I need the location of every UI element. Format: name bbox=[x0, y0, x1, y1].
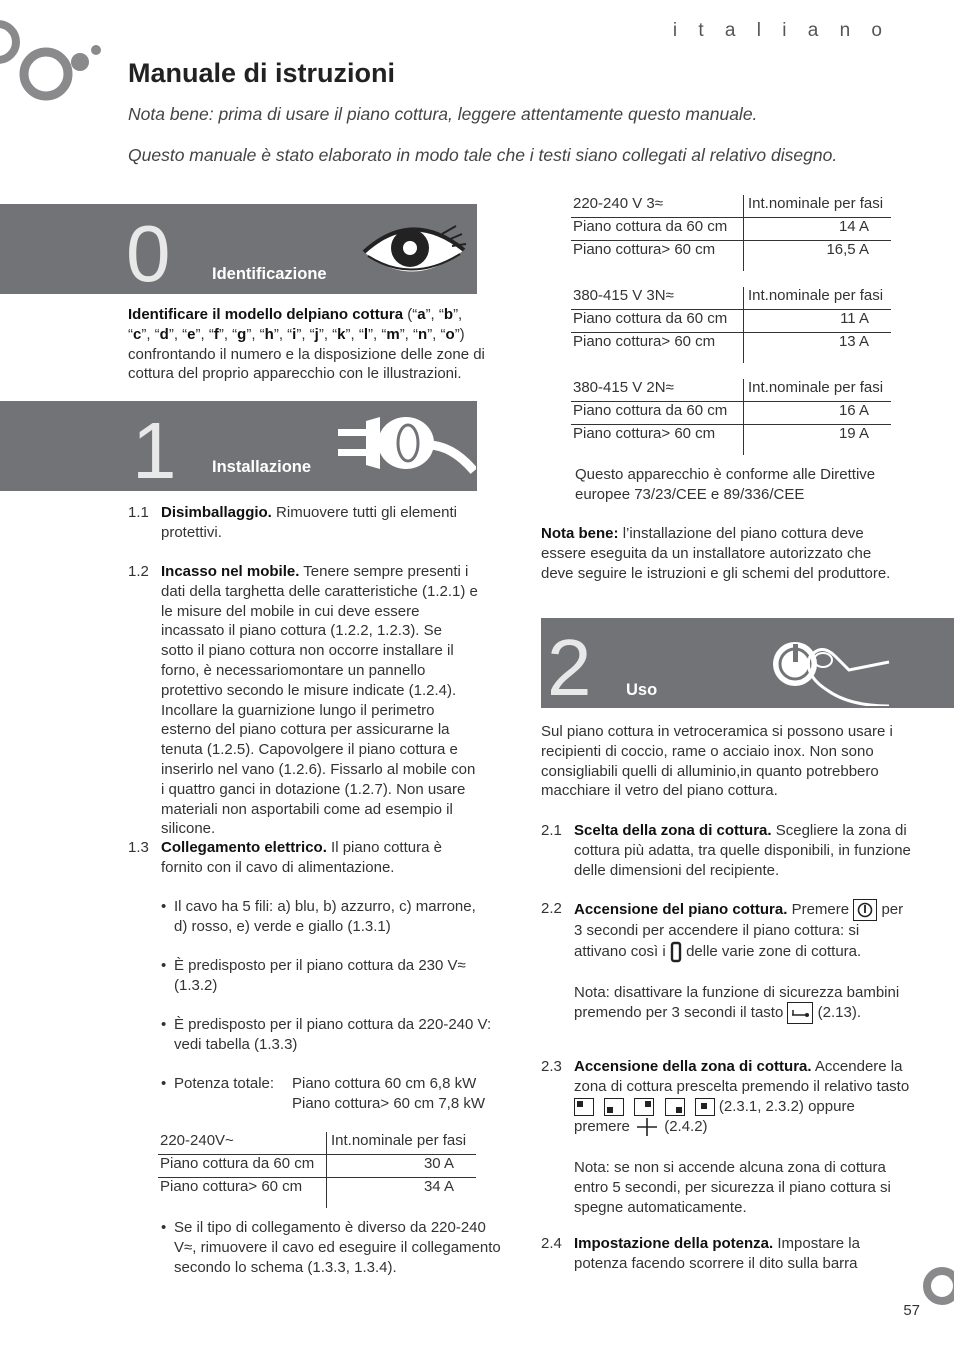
bullet-power: • Potenza totale: Piano cottura 60 cm 6,8 kW Piano cottura> 60 cm 7,8 kW bbox=[161, 1075, 486, 1112]
zero-display-icon bbox=[670, 941, 682, 963]
section-1-header bbox=[0, 401, 477, 495]
section-2-number: 2 bbox=[547, 623, 592, 712]
page-number: 57 bbox=[903, 1302, 920, 1319]
table-380-415v-2n: 380-415 V 2N≈ Int.nominale per fasi Piano cottura da 60 cm 16 A Piano cottura> 60 cm 19 A bbox=[571, 379, 891, 455]
finger-touch-icon bbox=[769, 630, 893, 706]
section-1-label: Installazione bbox=[212, 458, 312, 476]
item-2-1: 2.1 Scelta della zona di cottura. Scegliere la zona di cottura più adatta, tra quelle disponibili, in funzione delle dimensioni del recipiente. bbox=[541, 822, 911, 879]
item-1-2: 1.2 Incasso nel mobile. Tenere sempre presenti i dati della targhetta delle caratteristiche (1.2.1) e le misure del mobile in cui deve essere incassato il piano cottura (1.2.2, 1.2.3). Se sotto il piano cottura non occorre installare il forno, è necessariomontare un pannello protettivo secondo le misure indicate (1.2.4). Incollare la guarnizione lungo il perimetro esterno del piano cottura per assicurarne la tenuta (1.2.5). Capovolgere il piano cottura e inserirlo nel vano (1.2.6). Fissarlo al mobile con i quattro ganci in dotazione (1.2.7). Non usare materiali non asportabili come ad esempio il silicone. bbox=[128, 563, 478, 838]
conformity-text: Questo apparecchio è conforme alle Direttive europee 73/23/CEE e 89/336/CEE bbox=[575, 466, 876, 503]
section-0-header bbox=[0, 204, 477, 298]
table-380-415v-3n: 380-415 V 3N≈ Int.nominale per fasi Piano cottura da 60 cm 11 A Piano cottura> 60 cm 13 A bbox=[571, 287, 891, 363]
intro-note-1: Nota bene: prima di usare il piano cottura, leggere attentamente questo manuale. bbox=[128, 104, 758, 124]
bullet-220-240v: • È predisposto per il piano cottura da 220-240 V: vedi tabella (1.3.3) bbox=[161, 1016, 492, 1053]
zone-key-5-icon bbox=[695, 1098, 715, 1116]
power-key-icon bbox=[853, 899, 877, 921]
section-0-number: 0 bbox=[126, 209, 171, 298]
item-2-3: 2.3 Accensione della zona di cottura. Accendere la zona di cottura prescelta premendo il relativo tasto (2.3.1, 2.3.2) oppure premere (2.4.2) Nota: se non si accende alcuna zona di cottura entro 5 secondi, per sicurezza il piano cottura si spegne automaticamente. bbox=[541, 1058, 910, 1216]
page-title: Manuale di istruzioni bbox=[128, 58, 396, 88]
zone-key-4-icon bbox=[665, 1098, 685, 1116]
section-2-label: Uso bbox=[626, 681, 658, 699]
section-0-text-bold: Identificare il modello delpiano cottura bbox=[128, 306, 404, 323]
item-2-2: 2.2 Accensione del piano cottura. Premere per 3 secondi per accendere il piano cottura: si attivano così i delle varie zone di cottura. Nota: disattivare la funzione di sicurezza bambini premendo per 3 secondi il tasto (2.13). bbox=[541, 899, 911, 1024]
bullet-connection: • Se il tipo di collegamento è diverso da 220-240 V≈, rimuovere il cavo ed eseguire il collegamento secondo lo schema (1.3.3, 1.3.4). bbox=[161, 1219, 501, 1276]
section-1-number: 1 bbox=[132, 406, 177, 495]
table-220-240v-3: 220-240 V 3≈ Int.nominale per fasi Piano cottura da 60 cm 14 A Piano cottura> 60 cm 16,5 A bbox=[571, 195, 891, 271]
plug-icon bbox=[336, 415, 476, 481]
section-0-label: Identificazione bbox=[212, 265, 327, 283]
item-2-4: 2.4 Impostazione della potenza. Impostare la potenza facendo scorrere il dito sulla barra bbox=[541, 1235, 860, 1272]
eye-icon bbox=[360, 216, 472, 284]
child-lock-key-icon bbox=[787, 1002, 813, 1024]
decorative-circle bbox=[920, 1264, 954, 1308]
section-2-header bbox=[541, 618, 954, 712]
item-1-1: 1.1 Disimballaggio. Rimuovere tutti gli elementi protettivi. bbox=[128, 504, 457, 541]
plus-key-icon bbox=[634, 1116, 660, 1138]
brand-circles-logo bbox=[0, 20, 110, 102]
intro-note-2: Questo manuale è stato elaborato in modo tale che i testi siano collegati al relativo disegno. bbox=[128, 145, 838, 165]
section-0-text: Identificare il modello delpiano cottura (“a”, “b”, “c”, “d”, “e”, “f”, “g”, “h”, “i”, “j”, “k”, “l”, “m”, “n”, “o”) confrontando il numero e la disposizione delle zone di cottura del proprio apparecchio con le illustrazioni. bbox=[128, 306, 485, 383]
bullet-wires: • Il cavo ha 5 fili: a) blu, b) azzurro, c) marrone, d) rosso, e) verde e giallo (1.3.1) bbox=[161, 898, 476, 935]
zone-key-2-icon bbox=[604, 1098, 624, 1116]
table-220-240v: 220-240V~ Int.nominale per fasi Piano cottura da 60 cm 30 A Piano cottura> 60 cm 34 A bbox=[158, 1132, 476, 1208]
language-label: i t a l i a n o bbox=[672, 20, 890, 41]
zone-key-1-icon bbox=[574, 1098, 594, 1116]
item-1-3: 1.3 Collegamento elettrico. Il piano cottura è fornito con il cavo di alimentazione. bbox=[128, 839, 442, 876]
usage-intro: Sul piano cottura in vetroceramica si possono usare i recipienti di coccio, rame o acciaio inox. Non sono consigliabili quelli di alluminio,in quanto potrebbero macchiare il vetro del piano cottura. bbox=[541, 723, 893, 800]
bullet-230v: • È predisposto per il piano cottura da 230 V≈ (1.3.2) bbox=[161, 957, 466, 994]
install-note: Nota bene: l’installazione del piano cottura deve essere eseguita da un installatore autorizzato che deve seguire le istruzioni e gli schemi del produttore. bbox=[541, 525, 891, 582]
zone-key-3-icon bbox=[634, 1098, 654, 1116]
